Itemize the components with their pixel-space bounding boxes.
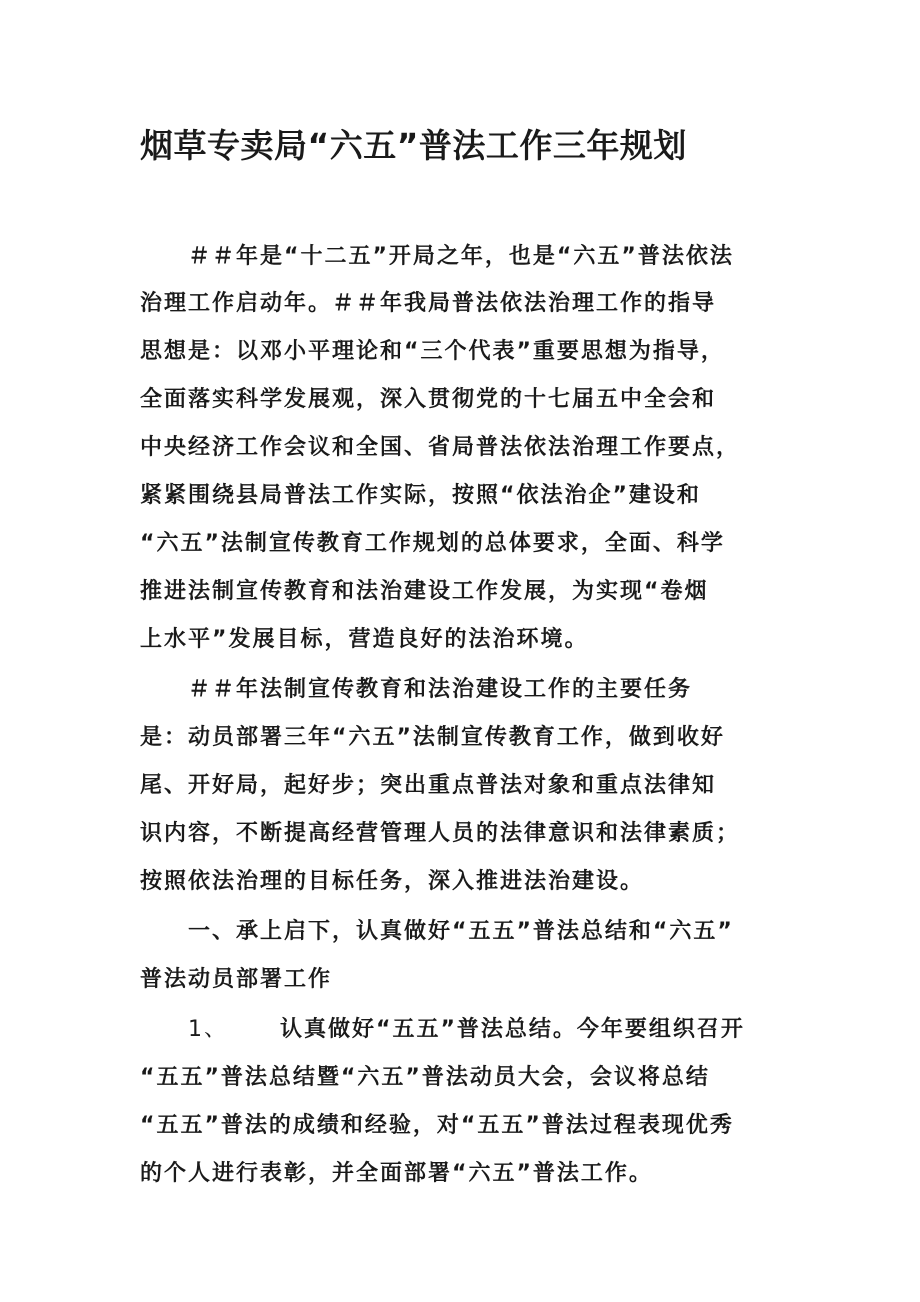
numbered-item [188,1013,848,1047]
paragraph-line: “五五”普法总结暨“六五”普法动员大会，会议将总结 [140,1065,710,1090]
paragraph-line: “六五”法制宣传教育工作规划的总体要求，全面、科学 [140,531,725,556]
paragraph-line: 是：动员部署三年“六五”法制宣传教育工作，做到收好 [140,725,725,750]
paragraph-line: “五五”普法的成绩和经验，对“五五”普法过程表现优秀 [140,1113,734,1138]
paragraph-line: 上水平”发展目标，营造良好的法治环境。 [140,627,589,652]
paragraph-line: 全面落实科学发展观，深入贯彻党的十七届五中全会和 [140,387,717,412]
paragraph-line: ＃＃年法制宣传教育和法治建设工作的主要任务 [188,677,693,702]
section-heading: 一、承上启下，认真做好“五五”普法总结和“六五” [188,919,734,944]
document-title: 烟草专卖局“六五”普法工作三年规划 [140,126,687,165]
paragraph-line: 识内容，不断提高经营管理人员的法律意识和法律素质； [140,821,741,846]
item-number: 1、 [188,1017,228,1042]
paragraph-line: 思想是：以邓小平理论和“三个代表”重要思想为指导， [140,339,725,364]
paragraph-line: 的个人进行表彰，并全面部署“六五”普法工作。 [140,1161,653,1186]
paragraph-line: 紧紧围绕县局普法工作实际，按照“依法治企”建设和 [140,483,701,508]
paragraph-line: 治理工作启动年。＃＃年我局普法依法治理工作的指导 [140,291,717,316]
paragraph-line: 尾、开好局，起好步；突出重点普法对象和重点法律知 [140,773,717,798]
item-text: 认真做好“五五”普法总结。今年要组织召开 [280,1017,745,1042]
paragraph-line: 按照依法治理的目标任务，深入推进法治建设。 [140,869,645,894]
paragraph-line: ＃＃年是“十二五”开局之年，也是“六五”普法依法 [188,244,734,269]
paragraph-line: 推进法制宣传教育和法治建设工作发展，为实现“卷烟 [140,579,709,604]
section-heading: 普法动员部署工作 [140,967,333,992]
paragraph-line: 中央经济工作会议和全国、省局普法依法治理工作要点， [140,435,741,460]
